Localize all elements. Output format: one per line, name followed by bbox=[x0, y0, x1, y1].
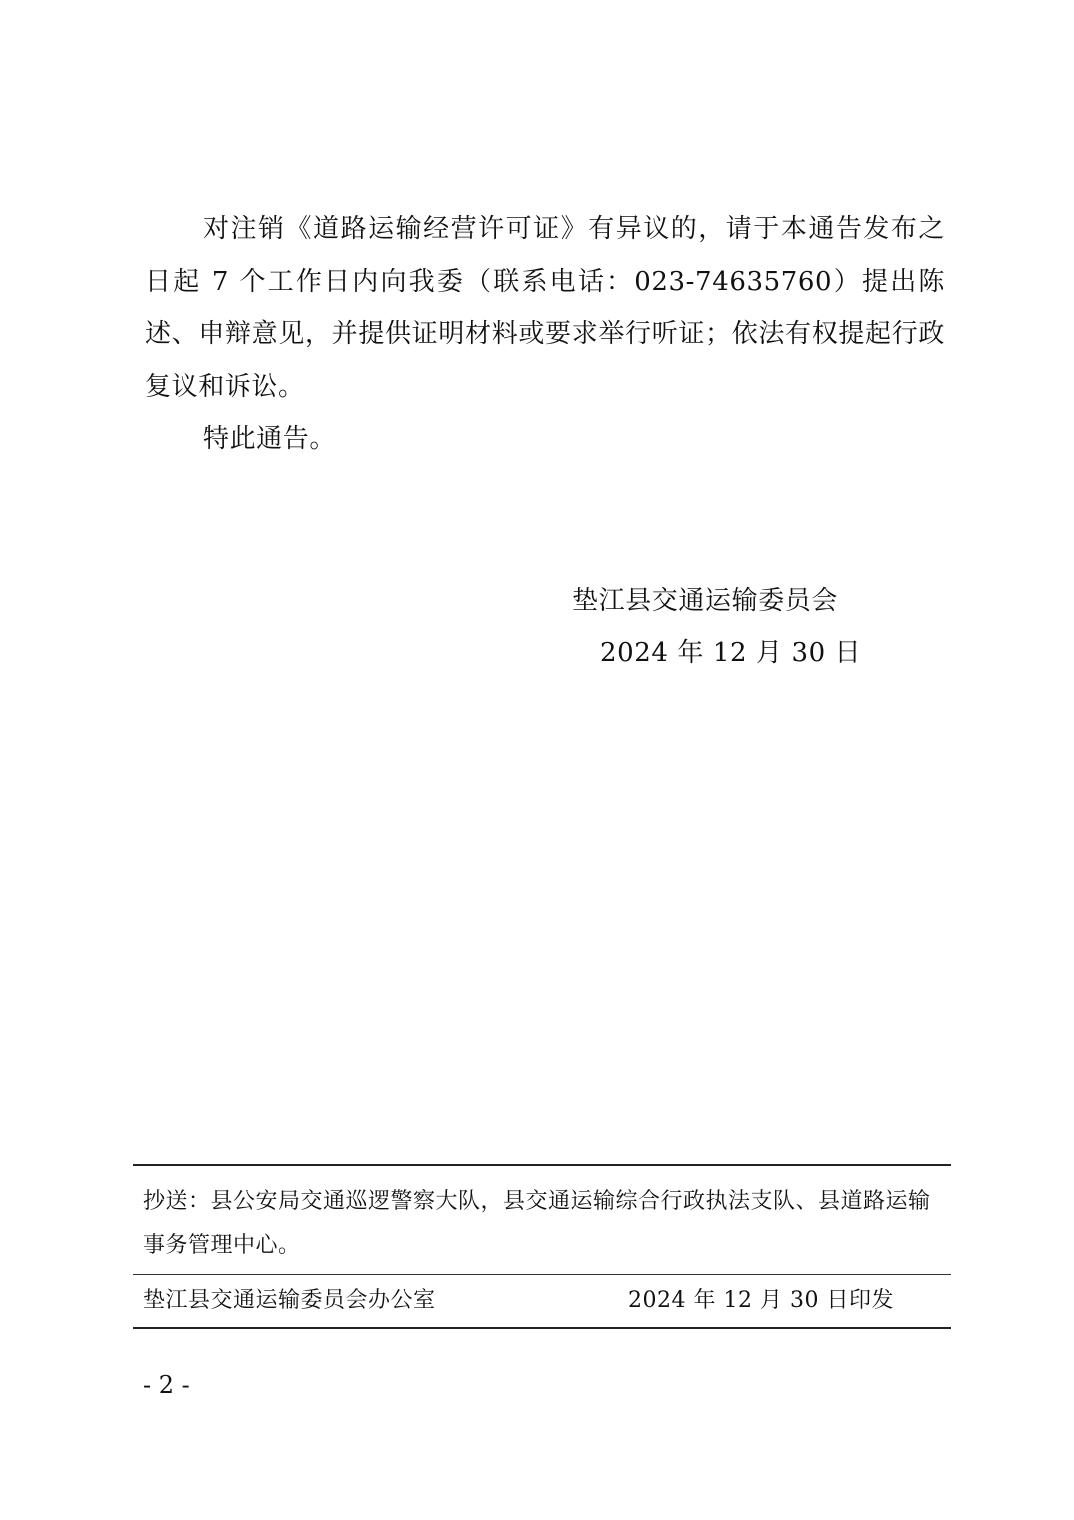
issuing-office: 垫江县交通运输委员会办公室 bbox=[143, 1288, 436, 1313]
notice-body bbox=[145, 203, 945, 466]
issue-row bbox=[133, 1275, 951, 1327]
signature-date: 2024 年 12 月 30 日 bbox=[600, 638, 862, 668]
page-number: - 2 - bbox=[143, 1371, 190, 1399]
issue-date: 2024 年 12 月 30 日印发 bbox=[628, 1288, 894, 1313]
footer-bottom-rule bbox=[133, 1327, 951, 1329]
closing-paragraph: 特此通告。 bbox=[203, 424, 337, 454]
objection-paragraph: 对注销《道路运输经营许可证》有异议的，请于本通告发布之日起 7 个工作日内向我委（联系电话：023-74635760）提出陈述、申辩意见，并提供证明材料或要求举行听证；依法有权提起行政复议和诉讼。 bbox=[145, 214, 945, 402]
signature-organization: 垫江县交通运输委员会 bbox=[572, 586, 839, 616]
document-footer bbox=[133, 1164, 951, 1329]
cc-list: 抄送：县公安局交通巡逻警察大队，县交通运输综合行政执法支队、县道路运输事务管理中心。 bbox=[143, 1189, 931, 1258]
